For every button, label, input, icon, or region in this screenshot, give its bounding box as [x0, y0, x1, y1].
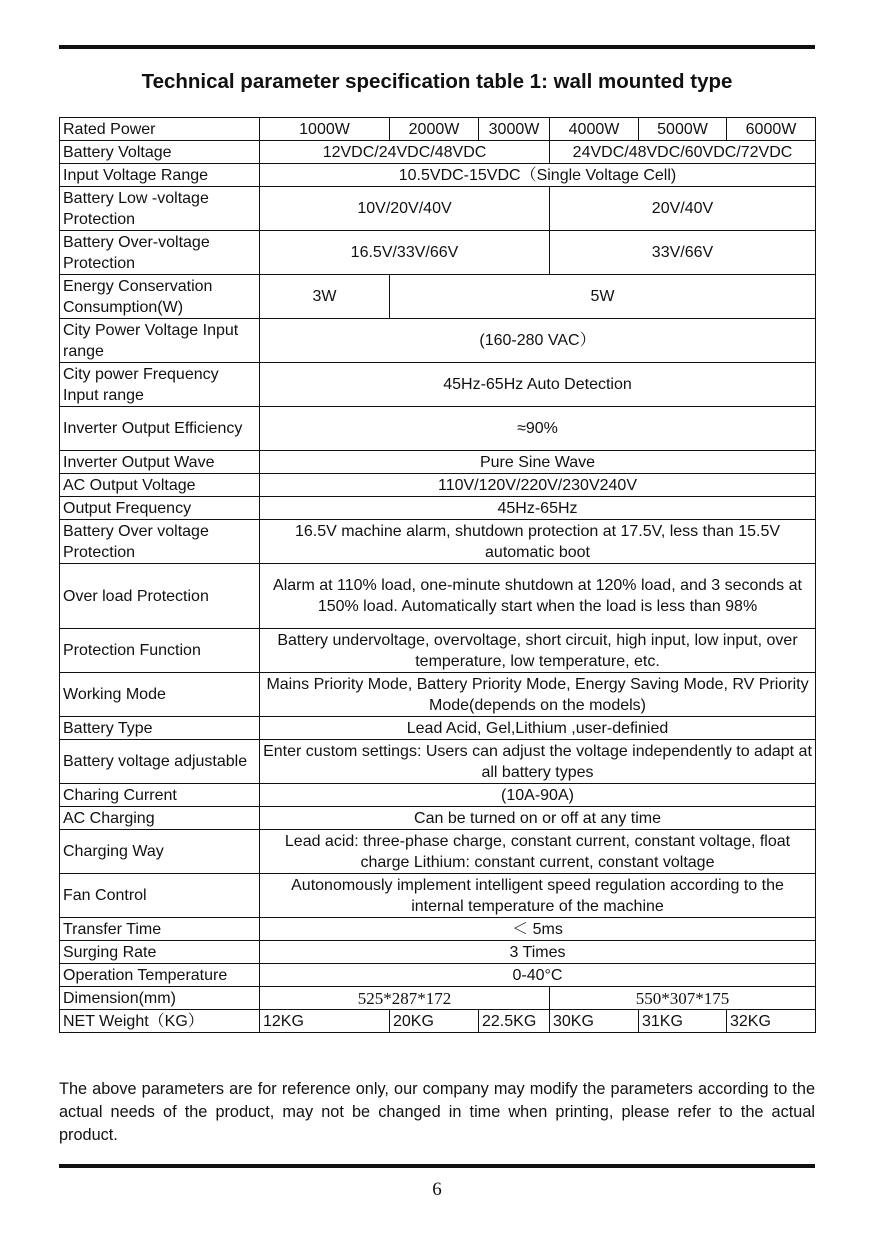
row-input-voltage-range — [60, 164, 816, 187]
row-protection-function — [60, 629, 816, 673]
value-cell: Enter custom settings: Users can adjust the voltage independently to adapt at all battery types — [260, 740, 816, 784]
value-cell: 3000W — [479, 118, 550, 141]
value-cell: Alarm at 110% load, one-minute shutdown at 120% load, and 3 seconds at 150% load. Automatically start when the load is less than 98% — [260, 564, 816, 629]
row-battery-voltage — [60, 141, 816, 164]
row-working-mode — [60, 673, 816, 717]
param-label: City Power Voltage Input range — [60, 319, 260, 363]
value-cell: (10A-90A) — [260, 784, 816, 807]
value-cell: 10V/20V/40V — [260, 187, 550, 231]
param-label: Dimension(mm) — [60, 987, 260, 1010]
value-cell: 0-40°C — [260, 964, 816, 987]
value-cell: Mains Priority Mode, Battery Priority Mode, Energy Saving Mode, RV Priority Mode(depends on the models) — [260, 673, 816, 717]
value-cell: 30KG — [550, 1010, 639, 1033]
value-cell: 10.5VDC-15VDC（Single Voltage Cell) — [260, 164, 816, 187]
value-cell: 5W — [390, 275, 816, 319]
param-label: Protection Function — [60, 629, 260, 673]
row-overload-protection — [60, 564, 816, 629]
row-inverter-efficiency — [60, 407, 816, 451]
row-inverter-wave — [60, 451, 816, 474]
value-cell: 22.5KG — [479, 1010, 550, 1033]
row-rated-power — [60, 118, 816, 141]
value-cell: 32KG — [727, 1010, 816, 1033]
value-cell: Pure Sine Wave — [260, 451, 816, 474]
value-cell: 45Hz-65Hz — [260, 497, 816, 520]
row-ac-charging — [60, 807, 816, 830]
value-cell: Battery undervoltage, overvoltage, short circuit, high input, low input, over temperature, low temperature, etc. — [260, 629, 816, 673]
disclaimer-note: The above parameters are for reference only, our company may modify the parameters according to the actual needs of the product, may not be changed in time when printing, please refer to the actual product. — [59, 1080, 815, 1144]
param-label: Battery Low -voltage Protection — [60, 187, 260, 231]
param-label: Fan Control — [60, 874, 260, 918]
param-label: Battery Over-voltage Protection — [60, 231, 260, 275]
param-label: Inverter Output Efficiency — [60, 407, 260, 451]
param-label: Charing Current — [60, 784, 260, 807]
page-number: 6 — [432, 1179, 442, 1200]
row-battery-low-voltage — [60, 187, 816, 231]
param-label: Rated Power — [60, 118, 260, 141]
value-cell: 5000W — [639, 118, 727, 141]
param-label: AC Output Voltage — [60, 474, 260, 497]
page-title: Technical parameter specification table 1: wall mounted type — [141, 70, 733, 93]
row-battery-over-voltage — [60, 231, 816, 275]
value-cell: Autonomously implement intelligent speed regulation according to the internal temperature of the machine — [260, 874, 816, 918]
param-label: Transfer Time — [60, 918, 260, 941]
row-charging-way — [60, 830, 816, 874]
value-cell: 20V/40V — [550, 187, 816, 231]
row-battery-voltage-adjustable — [60, 740, 816, 784]
value-cell: ≈90% — [260, 407, 816, 451]
value-cell: 3 Times — [260, 941, 816, 964]
param-label: City power Frequency Input range — [60, 363, 260, 407]
value-cell: Lead Acid, Gel,Lithium ,user-definied — [260, 717, 816, 740]
param-label: Over load Protection — [60, 564, 260, 629]
value-cell: 525*287*172 — [260, 987, 550, 1010]
param-label: Operation Temperature — [60, 964, 260, 987]
value-cell: 550*307*175 — [550, 987, 816, 1010]
value-cell: 16.5V machine alarm, shutdown protection at 17.5V, less than 15.5V automatic boot — [260, 520, 816, 564]
param-label: Input Voltage Range — [60, 164, 260, 187]
param-label: Charging Way — [60, 830, 260, 874]
value-cell: 16.5V/33V/66V — [260, 231, 550, 275]
param-label: Battery Over voltage Protection — [60, 520, 260, 564]
value-cell: 12KG — [260, 1010, 390, 1033]
row-battery-over-voltage-protection — [60, 520, 816, 564]
bottom-rule — [59, 1164, 815, 1168]
top-rule — [59, 45, 815, 49]
value-cell: 20KG — [390, 1010, 479, 1033]
row-city-voltage-input — [60, 319, 816, 363]
row-energy-consumption — [60, 275, 816, 319]
value-cell: 2000W — [390, 118, 479, 141]
value-cell: 31KG — [639, 1010, 727, 1033]
value-cell: 6000W — [727, 118, 816, 141]
param-label: Working Mode — [60, 673, 260, 717]
row-output-frequency — [60, 497, 816, 520]
value-cell: 1000W — [260, 118, 390, 141]
param-label: Inverter Output Wave — [60, 451, 260, 474]
row-operation-temperature — [60, 964, 816, 987]
value-cell: 24VDC/48VDC/60VDC/72VDC — [550, 141, 816, 164]
value-cell: 4000W — [550, 118, 639, 141]
value-cell: 3W — [260, 275, 390, 319]
row-charging-current — [60, 784, 816, 807]
row-battery-type — [60, 717, 816, 740]
value-cell: (160-280 VAC） — [260, 319, 816, 363]
param-label: Battery Voltage — [60, 141, 260, 164]
value-cell: 45Hz-65Hz Auto Detection — [260, 363, 816, 407]
row-city-frequency-input — [60, 363, 816, 407]
value-cell: Can be turned on or off at any time — [260, 807, 816, 830]
row-net-weight — [60, 1010, 816, 1033]
param-label: Battery Type — [60, 717, 260, 740]
value-cell: Lead acid: three-phase charge, constant current, constant voltage, float charge Lithium: constant current, constant voltage — [260, 830, 816, 874]
row-dimension — [60, 987, 816, 1010]
row-fan-control — [60, 874, 816, 918]
value-cell: ＜ 5ms — [260, 918, 816, 941]
value-cell: 110V/120V/220V/230V240V — [260, 474, 816, 497]
param-label: AC Charging — [60, 807, 260, 830]
spec-table — [59, 117, 816, 1033]
param-label: Output Frequency — [60, 497, 260, 520]
param-label: Battery voltage adjustable — [60, 740, 260, 784]
param-label: NET Weight（KG） — [60, 1010, 260, 1033]
param-label: Energy Conservation Consumption(W) — [60, 275, 260, 319]
value-cell: 12VDC/24VDC/48VDC — [260, 141, 550, 164]
param-label: Surging Rate — [60, 941, 260, 964]
value-cell: 33V/66V — [550, 231, 816, 275]
row-transfer-time — [60, 918, 816, 941]
row-surging-rate — [60, 941, 816, 964]
row-ac-output-voltage — [60, 474, 816, 497]
